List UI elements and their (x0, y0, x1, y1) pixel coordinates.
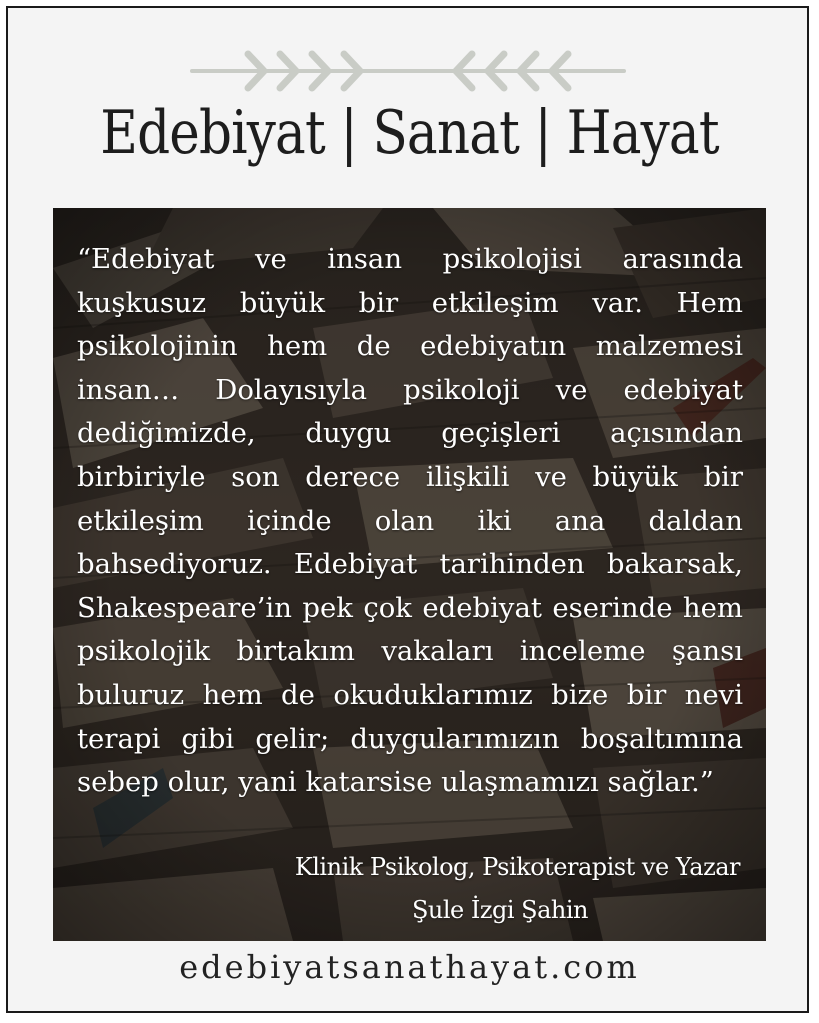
author-role: Klinik Psikolog, Psikoterapist ve Yazar (294, 853, 740, 881)
quote-text: “Edebiyat ve insan psikolojisi arasında kuşkusuz büyük bir etkileşim var. Hem psikolojinin hem de edebiyatın malzemesi insan… Dolayısıyla psikoloji ve edebiyat dediğimizde, duygu geçişleri açısından birbiriyle son derece ilişkili ve büyük bir etkileşim içinde olan iki ana daldan bahsediyoruz. Edebiyat tarihinden bakarsak, Shakespeare’in pek çok edebiyat eserinde hem psikolojik birtakım vakaları inceleme şansı buluruz hem de okuduklarımız bize bir nevi terapi gibi gelir; duygularımızın boşaltımına sebep olur, yani katarsise ulaşmamızı sağlar.” (77, 243, 743, 799)
author-name: Şule İzgi Şahin (411, 896, 588, 924)
page-title: Edebiyat | Sanat | Hayat (100, 98, 719, 168)
laurel-branch-icon (190, 50, 626, 92)
books-background-photo (53, 208, 766, 941)
website-url: edebiyatsanathayat.com (179, 948, 640, 986)
